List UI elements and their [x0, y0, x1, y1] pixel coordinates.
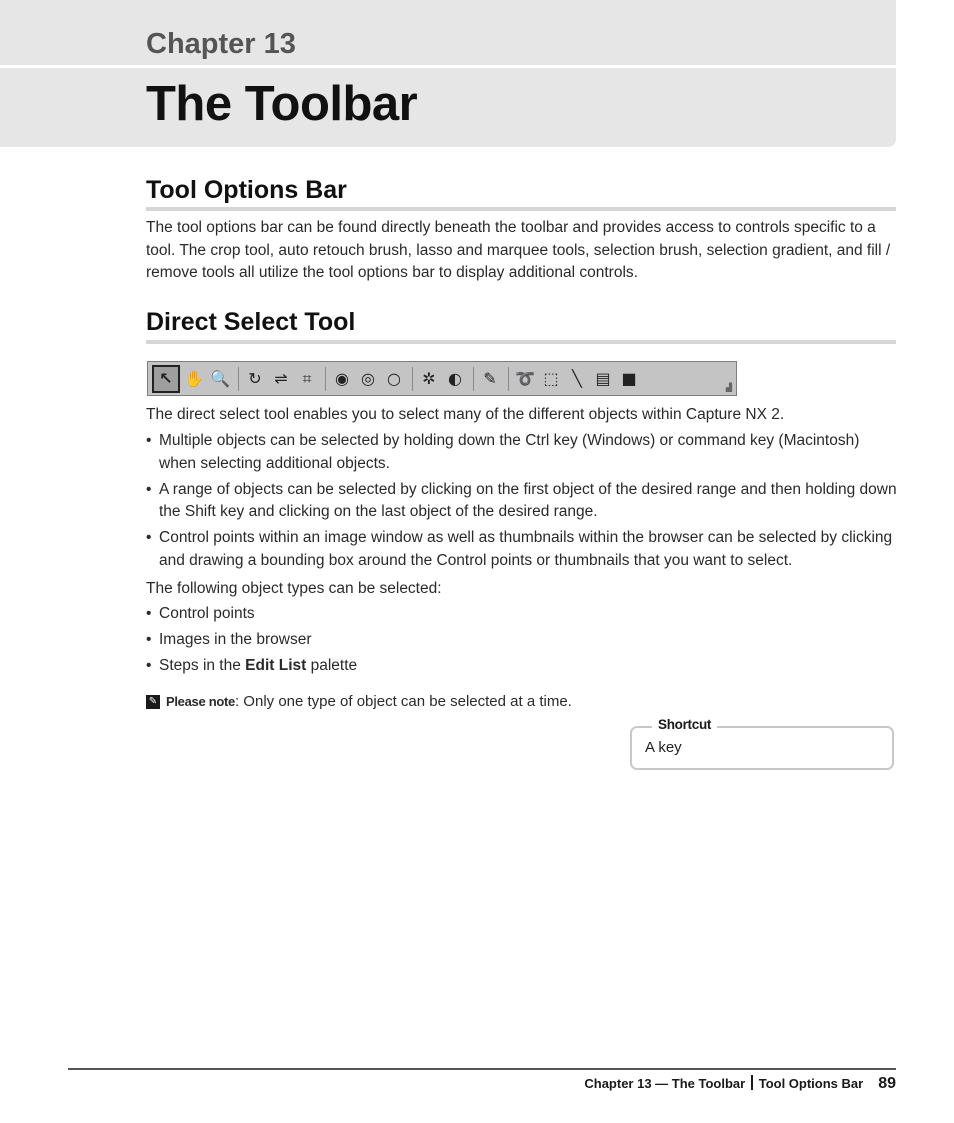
- tool-options-bar-paragraph: The tool options bar can be found directly beneath the toolbar and provides access to controls specific to a tool. The crop tool, auto retouch brush, lasso and marquee tools, selection brush, selection gradient, and fill / remove tools all utilize the tool options bar to display additional controls.: [146, 219, 891, 281]
- black-control-point-icon: ◉: [335, 369, 349, 388]
- red-eye-icon: ✲: [422, 369, 436, 388]
- list-item: • Control points: [146, 605, 255, 622]
- rotate-icon: ↻: [248, 369, 262, 388]
- color-control-point-icon: ◐: [448, 369, 462, 388]
- selection-brush-icon: ╲: [572, 369, 582, 388]
- footer-section-ref: Tool Options Bar: [758, 1076, 864, 1091]
- direct-select-icon: ↖: [152, 365, 180, 393]
- toolbar-separator: [473, 367, 474, 391]
- direct-select-intro: The direct select tool enables you to select many of the different objects within Capture NX 2.: [146, 406, 785, 423]
- section-rule: [146, 207, 896, 211]
- toolbar-separator: [508, 367, 509, 391]
- auto-retouch-brush-icon: ✎: [483, 369, 497, 388]
- zoom-icon: 🔍: [210, 369, 230, 388]
- white-control-point-icon: ○: [387, 369, 401, 388]
- chapter-label: Chapter 13: [146, 28, 296, 60]
- list-item: • Multiple objects can be selected by holding down the Ctrl key (Windows) or command key (Macintosh) when selecting additional objects.: [146, 432, 860, 472]
- selection-gradient-icon: ▤: [595, 369, 611, 388]
- list-item: • Control points within an image window as well as thumbnails within the browser can be selected by clicking and drawing a bounding box around the Control points or thumbnails that you want to select.: [146, 529, 893, 569]
- list-item: • A range of objects can be selected by clicking on the first object of the desired range and then holding down the Shift key and clicking on the last object of the desired range.: [146, 480, 897, 520]
- title-header-band: [0, 68, 896, 147]
- neutral-control-point-icon: ◎: [361, 369, 375, 388]
- object-types-list: [146, 603, 898, 678]
- toolbar-separator: [238, 367, 239, 391]
- section-heading-direct-select-tool: Direct Select Tool: [146, 308, 356, 336]
- chapter-header-band: [0, 0, 896, 65]
- shortcut-title: Shortcut: [652, 717, 717, 732]
- shortcut-box: [630, 717, 894, 770]
- note-text: : Only one type of object can be selected at a time.: [234, 693, 572, 710]
- toolbar-separator: [325, 367, 326, 391]
- list-item: • Steps in the Edit List palette: [146, 657, 358, 674]
- list-item: • Images in the browser: [146, 631, 312, 648]
- direct-select-bullet-list: [146, 430, 898, 572]
- section-rule: [146, 340, 896, 344]
- hand-icon: ✋: [184, 369, 204, 388]
- crop-icon: ⌗: [302, 368, 312, 388]
- section-heading-tool-options-bar: Tool Options Bar: [146, 176, 347, 204]
- page-footer: [584, 1073, 896, 1093]
- footer-divider: [751, 1075, 753, 1090]
- fill-remove-icon: ■: [621, 369, 637, 388]
- edit-list-term: Edit List: [245, 657, 307, 674]
- note-pencil-icon: ✎: [146, 695, 160, 709]
- page-title: The Toolbar: [146, 77, 418, 131]
- lasso-icon: ➰: [515, 369, 535, 388]
- shortcut-value: A key: [645, 739, 682, 756]
- straighten-icon: ⇌: [274, 369, 288, 388]
- footer-chapter-ref: Chapter 13 — The Toolbar: [584, 1076, 746, 1091]
- object-types-intro: The following object types can be selected:: [146, 580, 442, 597]
- please-note: [146, 692, 572, 712]
- marquee-icon: ⬚: [543, 369, 559, 388]
- page-number: 89: [878, 1075, 896, 1092]
- resize-grip-icon: ▟: [725, 383, 732, 392]
- note-label: Please note: [166, 694, 235, 709]
- footer-rule: [68, 1068, 896, 1070]
- toolbar-separator: [412, 367, 413, 391]
- toolbar-image: [147, 361, 737, 396]
